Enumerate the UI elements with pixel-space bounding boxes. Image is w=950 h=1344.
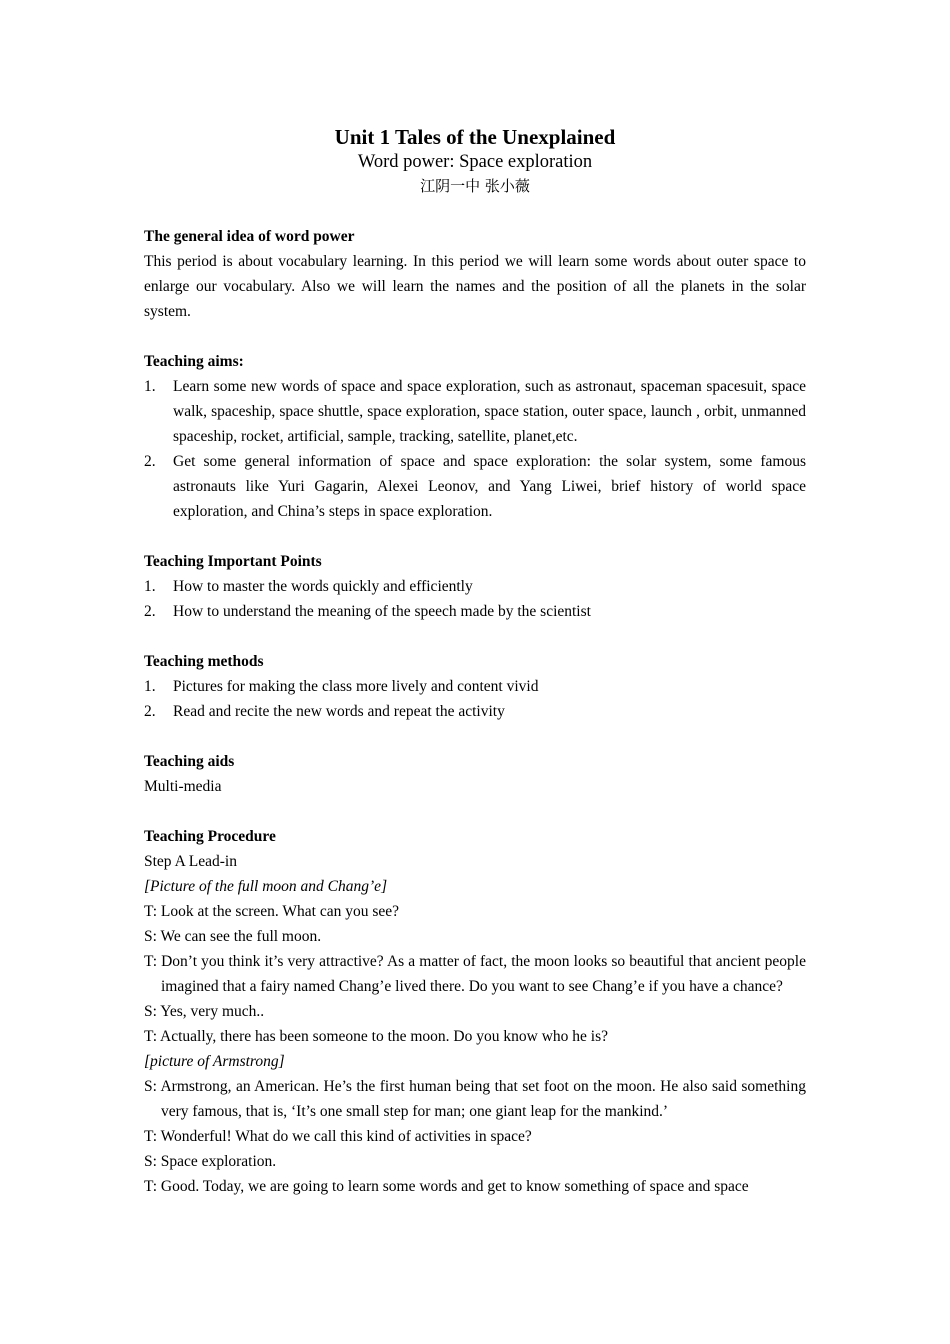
dialogue-line: S: Yes, very much..: [144, 1003, 265, 1020]
document-subtitle: Word power: Space exploration: [357, 152, 593, 172]
stage-direction: [Picture of the full moon and Chang’e]: [144, 878, 388, 895]
aims-item: [144, 374, 806, 449]
points-item: [144, 574, 806, 599]
dialogue-line: T: Look at the screen. What can you see?: [144, 903, 400, 920]
general-heading: The general idea of word power: [144, 228, 355, 245]
methods-item: [144, 699, 806, 724]
points-item-number: 1.: [144, 578, 156, 595]
methods-item: [144, 674, 806, 699]
methods-heading: Teaching methods: [144, 653, 264, 670]
dialogue-line: T: Wonderful! What do we call this kind of activities in space?: [144, 1128, 532, 1145]
document-body: [144, 124, 806, 1199]
aids-text: Multi-media: [144, 778, 222, 795]
stage-direction: [picture of Armstrong]: [144, 1053, 285, 1070]
points-heading: Teaching Important Points: [144, 553, 322, 570]
aims-item-text: Learn some new words of space and space exploration, such as astronaut, spaceman spacesuit, space walk, spaceship, space shuttle, space exploration, space station, outer space, launch , orbit, unmanned spaceship, rocket, artificial, sample, tracking, satellite, planet,etc.: [173, 378, 806, 445]
dialogue-line: T: Don’t you think it’s very attractive? As a matter of fact, the moon looks so beautiful that ancient people imagined that a fairy named Chang’e lived there. Do you want to see Chang’e if you have a chance?: [144, 953, 806, 995]
aims-heading: Teaching aims:: [144, 353, 244, 370]
dialogue-line: T: Actually, there has been someone to the moon. Do you know who he is?: [144, 1028, 608, 1045]
procedure-step: Step A Lead-in: [144, 853, 237, 870]
aids-heading: Teaching aids: [144, 753, 235, 770]
aims-item-text: Get some general information of space and space exploration: the solar system, some famous astronauts like Yuri Gagarin, Alexei Leonov, and Yang Liwei, brief history of world space exploration, and China’s steps in space exploration.: [173, 453, 806, 520]
document-author: 江阴一中 张小薇: [420, 177, 530, 195]
methods-item-text: Read and recite the new words and repeat the activity: [173, 703, 505, 720]
methods-item-number: 1.: [144, 678, 156, 695]
document-title: Unit 1 Tales of the Unexplained: [334, 125, 616, 149]
dialogue-line: S: Armstrong, an American. He’s the first human being that set foot on the moon. He also said something very famous, that is, ‘It’s one small step for man; one giant leap for the mankind.’: [144, 1078, 806, 1120]
aims-item-number: 1.: [144, 378, 156, 395]
methods-item-text: Pictures for making the class more lively and content vivid: [173, 678, 539, 695]
points-item: [144, 599, 806, 624]
aims-item-number: 2.: [144, 453, 156, 470]
points-item-text: How to master the words quickly and efficiently: [173, 578, 473, 595]
dialogue-line: S: Space exploration.: [144, 1153, 277, 1170]
points-item-number: 2.: [144, 603, 156, 620]
general-text: This period is about vocabulary learning. In this period we will learn some words about outer space to enlarge our vocabulary. Also we will learn the names and the position of all the planets in the solar system.: [144, 253, 806, 320]
dialogue-line: T: Good. Today, we are going to learn some words and get to know something of space and space: [144, 1178, 749, 1195]
aims-item: [144, 449, 806, 524]
points-item-text: How to understand the meaning of the speech made by the scientist: [173, 603, 591, 620]
dialogue-line: S: We can see the full moon.: [144, 928, 322, 945]
methods-item-number: 2.: [144, 703, 156, 720]
procedure-heading: Teaching Procedure: [144, 828, 276, 845]
